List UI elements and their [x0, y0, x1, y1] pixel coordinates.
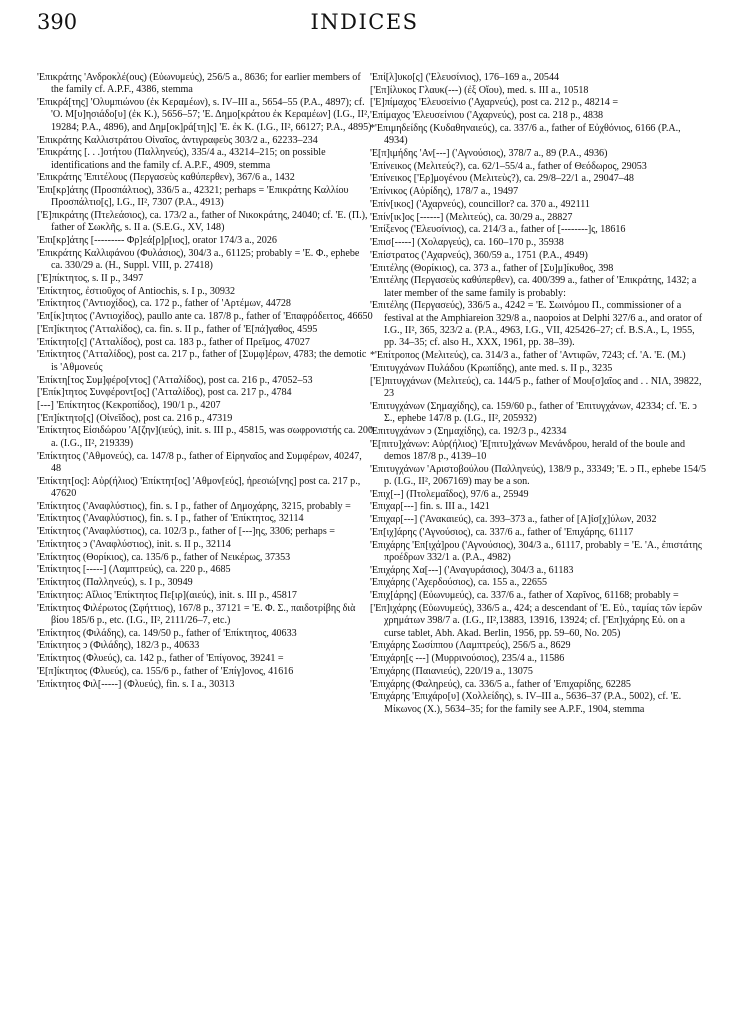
index-entry: 'Επίκτητος ↄ ('Αναφλύστιος), init. s. II p., 32114	[37, 538, 231, 550]
index-entry: 'Επίν[ικος] ('Αχαρνεύς), councillor? ca. 370 a., 492111	[370, 198, 590, 210]
index-entry: 'Επίκτητος ('Αντιοχίδος), ca. 172 p., father of 'Αρτέμων, 44728	[37, 298, 291, 310]
index-entry: 'Επικράτης [. . .]οτήτου (Παλληνεύς), 335/4 a., 43214–215; on possible identifications and the family cf. A.P.F., 4909, stemma	[37, 147, 326, 171]
index-entry: ['Ε]πίμαχος 'Ελευσείνιο ('Αχαρνεύς), post ca. 212 p., 48214 =	[370, 97, 619, 109]
index-entry: 'Επίκτητος, ἐστιοῦχος of Antiochis, s. I p., 30932	[37, 285, 236, 297]
index-entry: 'Επιτυγχάνων 'Αριστοβούλου (Παλληνεύς), 138/9 p., 33349; 'Ε. ↄ Π., ephebe 154/5 p. (I.G., II², 2067169) may be a son.	[370, 463, 707, 487]
index-entry: ['Επ]ιχάρης (Εὐωνυμεύς), 336/5 a., 424; a descendant of 'Ε. Εὐ., ταμίας τῶν ἱερῶν χρημάτων 398/7 a. (I.G., II²,13883, 13916, 13924; cf. ['Επ]ιχάρης Εὐ. on a curse tablet, Abh. Akad. Berlin, 1956, pp. 59–60, No. 205)	[370, 602, 703, 639]
index-entry: 'Επίνεικος ['Ερ]μογένου (Μελιτεὺς?), ca. 29/8–22/1 a., 29047–48	[370, 173, 634, 185]
index-entry: [---] 'Επίκτητος (Κεκροπίδος), 190/1 p., 4207	[37, 399, 221, 411]
index-entry: 'Επίκτητος [-----] (Λαμπτρεύς), ca. 220 p., 4685	[37, 564, 231, 576]
index-entry: 'Επιχ[--] (Πτολεμαΐδος), 97/6 a., 25949	[370, 488, 529, 500]
index-entry: 'Επισ[-----] (Χολαργεύς), ca. 160–170 p., 35938	[370, 237, 564, 249]
index-entry: ['Ε]πικράτης (Πτελεάσιος), ca. 173/2 a., father of Νικοκράτης, 24040; cf. 'Ε. (Π.), father of Σωκλῆς, s. II a. (S.E.G., XV, 148)	[37, 210, 368, 234]
index-entry: 'Επιτέλης (Θορίκιος), ca. 373 a., father of [Συ]μ]ίκυθος, 398	[370, 262, 614, 274]
index-entry: 'Επιχ[άρης] (Εὐωνυμεύς), ca. 337/6 a., father of Χαρῖνος, 61168; probably =	[370, 590, 679, 602]
index-entry: 'Επικράτης 'Επιτέλους (Περγασεὺς καθύπερθεν), 367/6 a., 1432	[37, 172, 295, 184]
index-entry: 'Επίξενος ('Ελευσίνιος), ca. 214/3 a., father of [--------]ς, 18616	[370, 224, 626, 236]
index-entry: 'Επί[λ]υκο[ς] ('Ελευσίνιος), 176–169 a., 20544	[370, 72, 560, 83]
index-entry: 'Επ[ίκ]τητος ('Αντιοχίδος), paullo ante ca. 187/8 p., father of 'Επαφρόδειτος, 46650	[37, 311, 373, 323]
index-entry: 'Ε[πιτυ]χάνων: Αὐρ(ήλιος) 'Ε[πιτυ]χάνων Μενάνδρου, herald of the boule and demos 187/8 p., 4139–10	[370, 438, 686, 462]
index-entry: 'Επίστρατος ('Αχαρνεύς), 360/59 a., 1751 (P.A., 4949)	[370, 249, 588, 261]
index-entry: 'Επίμαχος 'Ελευσείνιου ('Αχαρνεύς), post ca. 218 p., 4838	[370, 110, 604, 122]
index-entry: 'Επιχάρης (Φαληρεύς), ca. 336/5 a., father of 'Επιχαρίδης, 62285	[370, 678, 631, 690]
index-entry: 'Επιχάρη[ς ---] (Μυρρινούσιος), 235/4 a., 11586	[370, 653, 565, 665]
index-entry: *'Επίτροπος (Μελιτεύς), ca. 314/3 a., father of 'Αντιφῶν, 7243; cf. 'Α. 'Ε. (Μ.)	[370, 350, 686, 362]
index-entry: 'Επίκτητος ('Ατταλίδος), post ca. 217 p., father of [Συμφ]έρων, 4783; the demotic is 'Αθμονεύς	[37, 349, 367, 373]
index-entry: 'Επιτέλης (Περγασεύς), 336/5 a., 4242 = 'Ε. Σωινόμου Π., commissioner of a festival at the Amphiareion 329/8 a., naopoios at Delphi 327/6 a., and orator of I.G., II², 365, 323/2 a. (P.A., 4963, I.G., VII, 425426–27; cf. B.S.A., L, 1955, pp. 34–35; cf. also H., XXX, 1961, pp. 38–39).	[370, 300, 703, 349]
index-entry: ['Ε]πίκτητος, s. II p., 3497	[37, 273, 144, 285]
page-number: 390	[37, 10, 78, 34]
index-entry: 'Επίκτητο[ς] ('Ατταλίδος), post ca. 183 p., father of Πρεῖμος, 47027	[37, 336, 310, 348]
index-entry: 'Επίκτητος ('Αναφλύστιος), fin. s. I p., father of Δημοχάρης, 3215, probably =	[37, 500, 351, 512]
index-entry: ['Επ]ίλυκος Γλαυκ(---) (ἐξ Οἴου), med. s. III a., 10518	[370, 84, 589, 96]
index-entry: 'Επιχάρης ('Αχερδούσιος), ca. 155 a., 22655	[370, 577, 548, 589]
index-entry: 'Επίνεικος (Μελιτεύς?), ca. 62/1–55/4 a., father of Θεόδωρος, 29053	[370, 160, 647, 172]
index-entry: 'Επικράτης 'Ανδροκλέ(ους) (Εὐωνυμεύς), 256/5 a., 8636; for earlier members of the family cf. A.P.F., 4386, stemma	[37, 72, 361, 96]
index-entry: 'Επικράτης Καλλιστράτου Οἰναῖος, ἀντιγραφεὺς 303/2 a., 62233–234	[37, 134, 318, 146]
index-entry: 'Ε[π]ιμήδης 'Αν[---] ('Αγνούσιος), 378/7 a., 89 (P.A., 4936)	[370, 148, 608, 160]
index-entry: 'Επίκτητος: Αἴλιος 'Επίκτητος Πε[ιρ](αιεύς), init. s. III p., 45817	[37, 589, 297, 601]
index-entry: 'Επιτυγχάνων (Σημαχίδης), ca. 159/60 p., father of 'Επιτυγχάνων, 42334; cf. 'Ε. ↄ Σ., ephebe 147/8 p. (I.G., II², 205932)	[370, 400, 697, 425]
right-index-column	[370, 72, 706, 716]
index-entry: 'Επι[κρ]άτης [--------- Φρ]εά[ρ]ρ[ιος], orator 174/3 a., 2026	[37, 235, 277, 247]
index-entry: 'Επίκτητος (Φιλάδης), ca. 149/50 p., father of 'Επίκτητος, 40633	[37, 627, 297, 639]
index-entry: 'Επικρά[της] 'Ολυμπιώνου (ἐκ Κεραμέων), s. IV–III a., 5654–55 (P.A., 4897); cf. 'Ο. Μ[υ]ησιάδο[υ] (ἐκ Κ.), 5656–57; 'Ε. Δημο[κράτου ἐκ Κεραμέων] (I.G., II², 19284; P.A., 4896), and Δημ[οκ]ρά[τη]ς] 'Ε. ἐκ Κ. (I.G., II², 66127; P.A., 4895)	[37, 97, 372, 133]
index-entry: 'Επ[ιχ]άρης ('Αγνούσιος), ca. 337/6 a., father of 'Επιχάρης, 61117	[370, 526, 634, 538]
index-entry: 'Επίκτητος (Θορίκιος), ca. 135/6 p., father of Νεικέρως, 37353	[37, 551, 291, 563]
index-entry: 'Επίκτητ[ος]: Αὐρ(ήλιος) 'Επίκτητ[ος] 'Αθμον[εύς], ἡρεσιώ[νης] post ca. 217 p., 47620	[37, 475, 361, 499]
index-entry: 'Επίκτητος ('Αναφλύστιος), fin. s. I p., father of 'Επίκτητος, 32114	[37, 513, 304, 525]
index-entry: 'Επιτυγχάνων Πυλάδου (Κρωπίδης), ante med. s. II p., 3235	[370, 362, 613, 374]
index-entry: ['Επ]ίκτητος ('Ατταλίδος), ca. fin. s. II p., father of 'Ε[πά]γαθος, 4595	[37, 323, 318, 335]
index-entry: 'Επίκτητος ('Αθμονεύς), ca. 147/8 p., father of Εἰρηναῖος and Συμφέρων, 40247, 48	[37, 450, 362, 474]
index-entry: 'Επιτέλης (Περγασεὺς καθύπερθεν), ca. 400/399 a., father of 'Επικράτης, 1432; a later member of the same family is probably:	[370, 275, 697, 299]
index-entry: 'Επίκτητος (Παλληνεύς), s. I p., 30949	[37, 577, 193, 589]
index-entry: 'Ε[π]ίκτητος (Φλυεύς), ca. 155/6 p., father of 'Επίγ]ονος, 41616	[37, 665, 294, 677]
index-entry: 'Επικράτης Καλλιφάνου (Φυλάσιος), 304/3 a., 61125; probably = 'Ε. Φ., ephebe ca. 330/29 a. (H., Suppl. VIII, p. 27418)	[37, 247, 360, 272]
index-entry: 'Επίκτητος ↄ (Φιλάδης), 182/3 p., 40633	[37, 640, 200, 652]
index-entry: 'Επιχαρ[---] ('Ανακαιεύς), ca. 393–373 a., father of [Α]ἰσ[χ]ύλων, 2032	[370, 514, 657, 526]
index-entry: 'Επιχαρ[---] fin. s. III a., 1421	[370, 501, 490, 513]
index-entry: 'Επιχάρης Σωσίππου (Λαμπτρεύς), 256/5 a., 8629	[370, 640, 571, 652]
index-entry: ['Ε]πιτυγχάνων (Μελιτεύς), ca. 144/5 p., father of Μου[σ]αῖος and . . ΝΙΛ, 39822, 23	[370, 375, 702, 400]
index-entry: ['Επ]ίκτητο[ς] (Οἰνεῖδος), post ca. 216 p., 47319	[37, 412, 233, 424]
index-entry: *'Επιμηδείδης (Κυδαθηναιεύς), ca. 337/6 a., father of Εὐχθόνιος, 6166 (P.A., 4934)	[370, 122, 681, 147]
index-entry: 'Επίνικος (Αὐρίδης), 178/7 a., 19497	[370, 186, 519, 198]
index-entry: ['Επίκ]τητος Συνφέροντ[ος] ('Ατταλίδος), post ca. 217 p., 4784	[37, 387, 292, 399]
index-entry: 'Επίκτητος Φιλ[-----] (Φλυεύς), fin. s. I a., 30313	[37, 678, 235, 690]
index-entry: 'Επιτυγχάνων ↄ (Σημαχίδης), ca. 192/3 p., 42334	[370, 425, 567, 437]
index-entry: 'Επιχάρης 'Επιχάρο[υ] (Χολλείδης), s. IV–III a., 5636–37 (P.A., 5002), cf. 'Ε. Μίκωνος (Χ.), 5634–35; for the family see A.P.F., 1904, stemma	[370, 691, 682, 715]
index-entry: 'Επίκτη[τος Συμ]φέρο[ντος] ('Ατταλίδος), post ca. 216 p., 47052–53	[37, 374, 313, 386]
index-entry: 'Επίν[ικ]ος [------] (Μελιτεύς), ca. 30/29 a., 28827	[370, 211, 573, 223]
index-entry: 'Επι[κρ]άτης (Προσπάλτιος), 336/5 a., 42321; perhaps = 'Επικράτης Καλλίου Προσπάλτιο[ς], I.G., II², 7307 (P.A., 4913)	[37, 185, 349, 209]
page-title: INDICES	[310, 10, 419, 34]
index-entry: 'Επίκτητος Εἰσιδώρου 'Α[ζην](ιεύς), init. s. III p., 45815, was σωφρονιστής ca. 200 a. (I.G., II², 219339)	[37, 425, 373, 449]
left-index-column	[37, 72, 373, 691]
index-entry: 'Επίκτητος ('Αναφλύστιος), ca. 102/3 p., father of [---]ης, 3306; perhaps =	[37, 526, 335, 538]
index-entry: 'Επιχάρης (Παιανιεύς), 220/19 a., 13075	[370, 665, 533, 677]
index-entry: 'Επιχάρης Χα[---] ('Αναγυράσιος), 304/3 a., 61183	[370, 564, 574, 576]
index-entry: 'Επίκτητος Φιλέρωτος (Σφήττιος), 167/8 p., 37121 = 'Ε. Φ. Σ., παιδοτρίβης διὰ βίου 185/6 p., etc. (I.G., II², 2111/26–7, etc.)	[37, 602, 356, 626]
index-entry: 'Επιχάρης 'Επ[ιχά]ρου ('Αγνούσιος), 304/3 a., 61117, probably = 'Ε. 'Α., ἐπιστάτης προέδρων 332/1 a. (P.A., 4982)	[370, 539, 702, 563]
index-entry: 'Επίκτητος (Φλυεύς), ca. 142 p., father of 'Επίγονος, 39241 =	[37, 653, 284, 665]
